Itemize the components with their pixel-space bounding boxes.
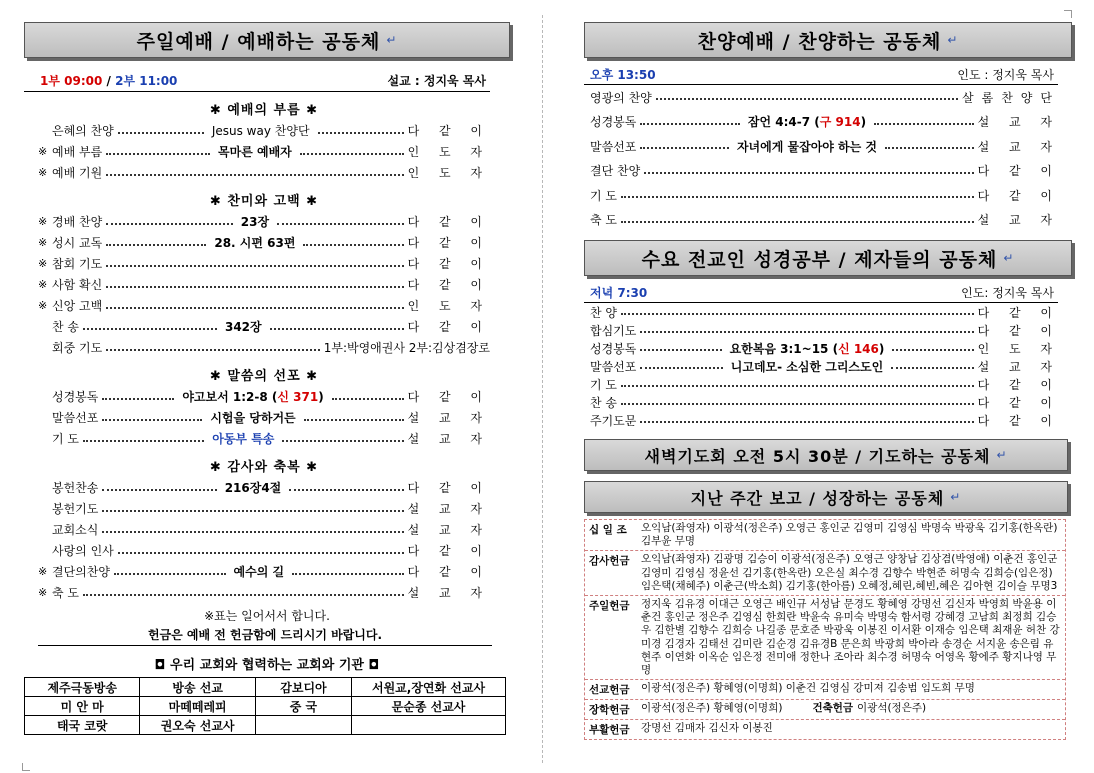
order-responder: 다 같 이 [977, 395, 1060, 410]
standing-mark: ※ [38, 145, 48, 158]
order-content [221, 318, 266, 335]
leader-dots [102, 489, 216, 491]
report-names-text: 오익남(좌영자) 이광석(정은주) 오영근 홍인군 김영미 김영심 박명숙 박광욱 김기홍(한옥란) 김부윤 무명 [641, 522, 1058, 548]
praise-leader: 인도 : 정지욱 목사 [957, 68, 1054, 82]
leader-dots [289, 489, 403, 491]
hymn-number: 신 371 [277, 390, 319, 404]
partner-cell: 중 국 [255, 697, 351, 716]
report-names-text: 오익남(좌영자) 김광명 김승이 이광석(정은주) 오영근 양창남 김상겸(박영애) 이춘건 홍인군 김영미 김영심 정윤선 김기홍(한옥란) 오은실 최수경 김향수 박현준 허명숙 김희승(임은정) 임은택(채혜주) 이춘근(박소희) 김기홍(한아름) 오혜정,혜린,혜빈,혜은 김아현 김이슬 무명3 [641, 553, 1058, 592]
leader-dots [102, 398, 174, 400]
report-row [585, 720, 1065, 739]
order-responder: 설 교 자 [407, 411, 491, 425]
order-row [38, 253, 490, 274]
order-row [38, 428, 490, 449]
order-responder: 인 도 자 [407, 299, 490, 313]
order-content [210, 234, 299, 251]
partner-table [24, 677, 506, 735]
partner-cell: 제주극동방송 [25, 678, 140, 697]
wednesday-order [584, 303, 1060, 429]
order-row [590, 159, 1060, 184]
leader-dots [640, 123, 740, 125]
order-row [38, 337, 490, 358]
report-row [585, 700, 1065, 720]
order-content-text: 23장 [240, 215, 270, 229]
report-label: 장학헌금 [589, 704, 630, 717]
order-label: 성경봉독 [590, 341, 637, 356]
order-row [38, 477, 490, 498]
order-content [178, 388, 327, 405]
partner-cell [352, 716, 506, 735]
leader-dots [640, 421, 973, 423]
leader-dots [102, 419, 202, 421]
leader-dots [891, 367, 973, 369]
order-content-text: 예수의 길 [233, 565, 285, 579]
partner-cell: 방송 선교 [140, 678, 255, 697]
leader-dots [640, 367, 722, 369]
report-label: 감사헌금 [589, 555, 630, 568]
order-content-text: 216장4절 [224, 481, 282, 495]
partner-cell: 감보디아 [255, 678, 351, 697]
order-row [38, 211, 490, 232]
order-responder: 설 교 자 [407, 523, 490, 537]
order-content-text: 시험을 당하거든 [210, 411, 296, 425]
report-names [639, 551, 1065, 595]
order-row [38, 162, 490, 183]
weekly-report-table [584, 519, 1066, 740]
leader-dots [640, 331, 973, 333]
left-column [24, 22, 510, 735]
praise-order [584, 85, 1060, 232]
order-row [38, 316, 490, 337]
order-label: 결단 찬양 [590, 164, 641, 179]
report-label: 건축헌금 [812, 702, 854, 715]
order-content [206, 409, 299, 426]
order-content [208, 122, 314, 139]
leader-dots [892, 349, 973, 351]
order-label: 말씀선포 [590, 139, 637, 154]
leader-dots [282, 440, 403, 442]
order-row [590, 110, 1060, 135]
praise-info-line [584, 66, 1058, 85]
standing-mark: ※ [38, 215, 48, 228]
order-row [38, 295, 490, 316]
weekly-report-banner: 지난 주간 보고 / 성장하는 공동체 ↵ [584, 481, 1068, 513]
order-content [744, 113, 870, 130]
standing-note: ※표는 일어서서 합니다. [204, 609, 330, 623]
order-responder: 다 같 이 [977, 323, 1060, 338]
standing-mark: ※ [38, 586, 48, 599]
report-row [585, 680, 1065, 700]
order-content [208, 430, 278, 447]
page-corner-mark [1064, 10, 1072, 18]
wednesday-info-line [584, 284, 1058, 303]
order-label: 말씀선포 [590, 359, 637, 374]
order-responder: 다 같 이 [407, 320, 490, 334]
order-label: 결단의찬양 [52, 565, 110, 579]
page-divider [542, 15, 543, 763]
report-row [585, 551, 1065, 596]
order-responder: 다 같 이 [407, 215, 491, 229]
order-content-text: Jesus way 찬양단 [211, 124, 310, 138]
leader-dots [621, 403, 974, 405]
order-label: 합심기도 [590, 323, 637, 338]
order-row [38, 120, 490, 141]
leader-dots [621, 196, 974, 198]
partner-cell: 권오숙 선교사 [140, 716, 255, 735]
order-responder: 설 교 자 [407, 432, 491, 446]
order-responder: 설 교 자 [407, 586, 490, 600]
order-label: 성경봉독 [590, 115, 637, 130]
order-label: 성시 교독 [52, 236, 103, 250]
order-row [590, 375, 1060, 393]
leader-dots [304, 419, 404, 421]
order-label: 기 도 [590, 188, 617, 203]
order-responder: 다 같 이 [407, 565, 491, 579]
report-row [585, 520, 1065, 551]
leader-dots [292, 573, 404, 575]
report-label: 부활헌금 [589, 724, 630, 737]
order-row [38, 519, 490, 540]
order-row [38, 498, 490, 519]
report-names [639, 700, 1065, 719]
section-title: ✱ 감사와 축복 ✱ [209, 459, 319, 475]
order-content-text: 목마른 예배자 [218, 145, 292, 159]
order-label: 찬 송 [590, 395, 617, 410]
leader-dots [621, 385, 974, 387]
order-responder: 설 교 자 [977, 139, 1061, 154]
wednesday-leader: 인도: 정지욱 목사 [961, 286, 1054, 300]
praise-worship-banner: 찬양예배 / 찬양하는 공동체 ↵ [584, 22, 1072, 58]
dawn-prayer-banner: 새벽기도회 오전 5시 30분 / 기도하는 공동체 ↵ [584, 439, 1068, 471]
leader-dots [644, 172, 973, 174]
page-corner-mark [22, 763, 30, 771]
leader-dots [300, 153, 404, 155]
order-content-text: 아동부 특송 [212, 432, 275, 446]
order-content [733, 138, 881, 155]
order-row [38, 582, 490, 603]
service-info-line [24, 72, 490, 92]
report-names-text: 이광석(정은주) 황혜영(이명희) [641, 702, 783, 715]
report-names-text: 정지욱 김유경 이대근 오영근 배인규 서성남 문경도 황혜영 강명선 김신자 박영희 박윤용 이춘건 홍인군 정은주 김영심 한희란 박윤숙 유미숙 박명숙 함서령 강혜경 고남희 최정희 김승우 김한별 김향수 김희승 나길종 문호준 박광욱 이봉진 이서환 이재승 임은택 최재윤 허찬 강미경 김경자 김태선 김미란 김순경 김유경B 문은희 박광희 박아라 송경순 서지윤 송은림 유현주 이연화 이옥순 임은정 전미애 정한나 조아라 최수경 허명숙 어영옥 황에주 황지나영 무명 [641, 598, 1060, 677]
order-responder: 다 같 이 [407, 481, 490, 495]
wednesday-time: 저녁 7:30 [590, 286, 648, 300]
order-label: 예배 부름 [52, 145, 103, 159]
report-row [585, 596, 1065, 680]
section-title: ✱ 예배의 부름 ✱ [209, 102, 319, 118]
order-label: 봉헌기도 [52, 502, 99, 516]
order-label: 축 도 [52, 586, 79, 600]
order-responder: 인 도 자 [407, 166, 490, 180]
order-responder: 1부:박영애권사 2부:김상겸장로 [323, 341, 490, 355]
leader-dots [118, 132, 204, 134]
leader-dots [318, 132, 404, 134]
order-row [590, 393, 1060, 411]
order-responder: 설 교 자 [407, 502, 490, 516]
order-label: 신앙 고백 [52, 299, 103, 313]
order-responder: 다 같 이 [407, 124, 490, 138]
order-responder: 다 같 이 [407, 544, 490, 558]
order-content-text: 28. 시편 63편 [214, 236, 296, 250]
sunday-worship-title: 주일예배 / 예배하는 공동체 [136, 30, 381, 53]
order-label: 사랑의 인사 [52, 544, 114, 558]
standing-mark: ※ [38, 565, 48, 578]
wednesday-title: 수요 전교인 성경공부 / 제자들의 공동체 [641, 248, 998, 271]
report-label: 주일헌금 [589, 600, 630, 613]
order-content [727, 358, 887, 375]
standing-mark: ※ [38, 166, 48, 179]
order-label: 영광의 찬양 [590, 90, 652, 105]
leader-dots [332, 398, 404, 400]
partner-row [25, 697, 506, 716]
order-row [38, 407, 490, 428]
order-label: 성경봉독 [52, 390, 99, 404]
order-row [38, 386, 490, 407]
right-column [584, 22, 1072, 740]
order-row [38, 540, 490, 561]
report-names [639, 596, 1065, 679]
partner-row [25, 716, 506, 735]
order-responder: 설 교 자 [977, 213, 1060, 228]
report-label: 십 일 조 [589, 524, 627, 536]
leader-dots [106, 244, 206, 246]
sunday-order [24, 96, 506, 603]
leader-dots [102, 510, 403, 512]
order-label: 주기도문 [590, 413, 637, 428]
order-label: 축 도 [590, 213, 617, 228]
wednesday-banner: 수요 전교인 성경공부 / 제자들의 공동체 ↵ [584, 240, 1072, 276]
leader-dots [83, 328, 217, 330]
report-names [639, 720, 1065, 739]
order-responder: 인 도 자 [407, 145, 491, 159]
leader-dots [640, 349, 721, 351]
sunday-worship-banner: 주일예배 / 예배하는 공동체 ↵ [24, 22, 510, 58]
report-label: 선교헌금 [589, 684, 630, 697]
report-names-text: 이광석(정은주) 황혜영(이명희) 이춘건 김영심 강미져 김송범 임도희 무명 [641, 682, 975, 695]
hymn-number: 구 914 [819, 115, 861, 130]
order-responder: 다 같 이 [407, 257, 490, 271]
leader-dots [270, 328, 404, 330]
order-content-tail: ) [878, 341, 885, 356]
order-row [38, 232, 490, 253]
order-label: 찬 송 [52, 320, 79, 334]
order-content-text: 자녀에게 물잡아야 하는 것 [736, 139, 878, 154]
leader-dots [106, 265, 403, 267]
leader-dots [106, 153, 210, 155]
leader-dots [621, 313, 974, 315]
leader-dots [106, 286, 403, 288]
order-responder: 다 같 이 [977, 188, 1060, 203]
hymn-number: 신 146 [838, 341, 879, 356]
leader-dots [106, 223, 233, 225]
standing-mark: ※ [38, 236, 48, 249]
report-names [639, 680, 1065, 699]
leader-dots [885, 147, 974, 149]
offering-note: 헌금은 예배 전 헌금함에 드리시기 바랍니다. [38, 626, 492, 646]
order-row [38, 274, 490, 295]
order-content [726, 340, 889, 357]
order-label: 예배 기원 [52, 166, 103, 180]
order-row [590, 303, 1060, 321]
leader-dots [106, 174, 403, 176]
order-content-text: 잠언 4:4-7 ( [747, 115, 820, 130]
order-responder: 다 같 이 [977, 305, 1060, 320]
partner-cell [255, 716, 351, 735]
order-row [590, 208, 1060, 233]
order-content-tail: ) [860, 115, 867, 130]
leader-dots [303, 244, 403, 246]
order-label: 봉헌찬송 [52, 481, 99, 495]
leader-dots [83, 440, 204, 442]
order-responder: 다 같 이 [407, 236, 490, 250]
order-content-tail: ) [318, 390, 324, 404]
partner-cell: 서원교,장연화 선교사 [352, 678, 506, 697]
order-label: 참회 기도 [52, 257, 103, 271]
leader-dots [656, 98, 958, 100]
dawn-prayer-title: 새벽기도회 오전 5시 30분 / 기도하는 공동체 [644, 446, 991, 466]
order-label: 사함 확신 [52, 278, 103, 292]
report-names-text: 강명선 김매자 김신자 이봉진 [641, 722, 773, 735]
order-content [221, 479, 286, 496]
praise-worship-title: 찬양예배 / 찬양하는 공동체 [697, 30, 942, 53]
leader-dots [106, 349, 320, 351]
order-label: 기 도 [52, 432, 79, 446]
leader-dots [83, 594, 404, 596]
partner-cell: 문순종 선교사 [352, 697, 506, 716]
order-label: 회중 기도 [52, 341, 103, 355]
leader-dots [874, 123, 974, 125]
partner-cell: 태국 코랏 [25, 716, 140, 735]
order-label: 기 도 [590, 377, 617, 392]
leader-dots [106, 307, 403, 309]
standing-mark: ※ [38, 299, 48, 312]
leader-dots [114, 573, 226, 575]
order-content [214, 143, 296, 160]
partner-cell: 미 안 마 [25, 697, 140, 716]
order-row [590, 134, 1060, 159]
weekly-report-title: 지난 주간 보고 / 성장하는 공동체 [690, 488, 945, 508]
order-content-text: 요한복음 3:1~15 ( [729, 341, 839, 356]
order-row [590, 183, 1060, 208]
section-title: ✱ 말씀의 선포 ✱ [209, 368, 319, 384]
order-content-text: 니고데모- 소심한 그리스도인 [730, 359, 884, 374]
report-names [639, 520, 1065, 550]
leader-dots [102, 531, 403, 533]
order-responder: 살롬찬양단 [962, 90, 1060, 105]
report-names-text: 이광석(정은주) [857, 702, 927, 715]
order-responder: 다 같 이 [977, 377, 1060, 392]
partner-row [25, 678, 506, 697]
order-responder: 다 같 이 [407, 278, 490, 292]
order-label: 말씀선포 [52, 411, 99, 425]
order-responder: 설 교 자 [977, 359, 1061, 374]
partner-title: ◘ 우리 교회와 협력하는 교회와 기관 ◘ [154, 658, 380, 673]
order-label: 교회소식 [52, 523, 99, 537]
standing-mark: ※ [38, 257, 48, 270]
order-row [38, 561, 490, 582]
order-row [38, 141, 490, 162]
order-row [590, 339, 1060, 357]
leader-dots [118, 552, 404, 554]
leader-dots [621, 221, 974, 223]
leader-dots [640, 147, 729, 149]
order-label: 경배 찬양 [52, 215, 103, 229]
order-content [230, 563, 289, 580]
order-responder: 다 같 이 [407, 390, 491, 404]
partner-cell: 마떼떼레피 [140, 697, 255, 716]
service-times: 1부 09:00 / 2부 11:00 [40, 74, 178, 88]
order-content [237, 213, 273, 230]
order-label: 찬 양 [590, 305, 617, 320]
order-content-text: 342장 [224, 320, 262, 334]
order-row [590, 357, 1060, 375]
order-content-text: 야고보서 1:2-8 ( [182, 390, 278, 404]
order-responder: 인 도 자 [977, 341, 1060, 356]
order-row [590, 85, 1060, 110]
order-responder: 다 같 이 [977, 413, 1060, 428]
order-row [590, 321, 1060, 339]
standing-mark: ※ [38, 278, 48, 291]
praise-time: 오후 13:50 [590, 68, 656, 82]
order-label: 은혜의 찬양 [52, 124, 114, 138]
order-responder: 설 교 자 [977, 115, 1061, 130]
order-row [590, 411, 1060, 429]
preacher-label: 설교 : 정지욱 목사 [387, 74, 486, 88]
leader-dots [277, 223, 404, 225]
order-responder: 다 같 이 [977, 164, 1060, 179]
section-title: ✱ 찬미와 고백 ✱ [209, 193, 319, 209]
